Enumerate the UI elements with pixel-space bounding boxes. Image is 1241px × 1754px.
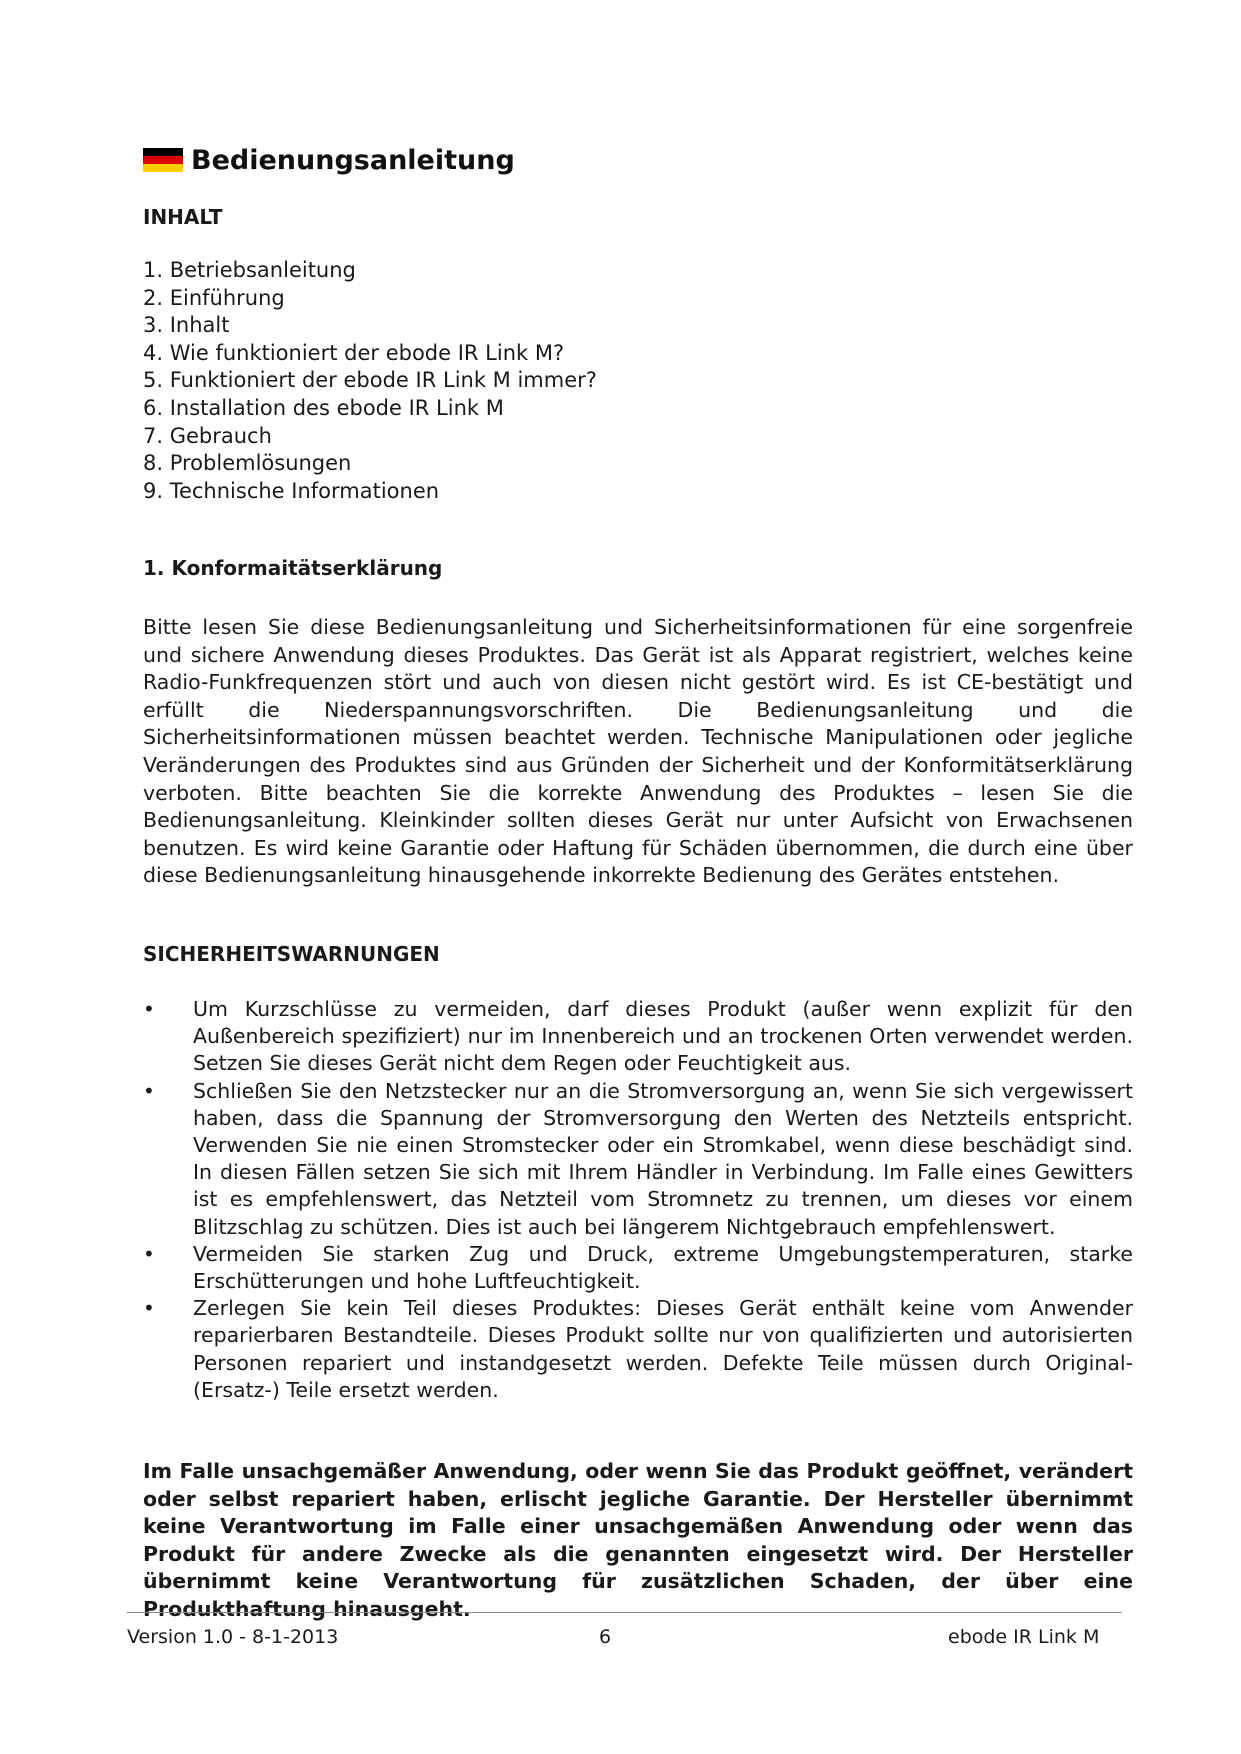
german-flag-icon bbox=[143, 148, 183, 172]
conformity-paragraph: Bitte lesen Sie diese Bedienungsanleitung und Sicherheitsinformationen für eine sorgenfreie und sichere Anwendung dieses Produktes. Das Gerät ist als Apparat registriert, welches keine Radio-Funkfrequenzen stört und auch von diesen nicht gestört wird. Es ist CE-bestätigt und erfüllt die Niederspannungsvorschriften. Die Bedienungsanleitung und die Sicherheitsinformationen müssen beachtet werden. Technische Manipulationen oder jegliche Veränderungen des Produktes sind aus Gründen der Sicherheit und der Konformitätserklärung verboten. Bitte beachten Sie die korrekte Anwendung des Produktes – lesen Sie die Bedienungsanleitung. Kleinkinder sollten dieses Gerät nur unter Aufsicht von Erwachsenen benutzen. Es wird keine Garantie oder Haftung für Schäden übernommen, die durch eine über diese Bedienungsanleitung hinausgehende inkorrekte Bedienung des Gerätes entstehen. bbox=[143, 615, 1133, 888]
safety-warnings-list bbox=[143, 996, 1133, 1404]
footer-product-name: ebode IR Link M bbox=[948, 1626, 1100, 1648]
contents-heading: INHALT bbox=[143, 205, 223, 229]
warning-text: Zerlegen Sie kein Teil dieses Produktes: Dieses Gerät enthält keine vom Anwender reparierbaren Bestandteile. Dieses Produkt sollte nur von qualifizierten und autorisierten Personen repariert und instandgesetzt werden. Defekte Teile müssen durch Original-(Ersatz-) Teile ersetzt werden. bbox=[193, 1296, 1133, 1402]
toc-item: 1. Betriebsanleitung bbox=[143, 258, 356, 282]
footer-version: Version 1.0 - 8-1-2013 bbox=[127, 1626, 339, 1648]
warning-text: Um Kurzschlüsse zu vermeiden, darf dieses Produkt (außer wenn explizit für den Außenbereich spezifiziert) nur im Innenbereich und an trockenen Orten verwendet werden. Setzen Sie dieses Gerät nicht dem Regen oder Feuchtigkeit aus. bbox=[193, 997, 1133, 1076]
footer-page-number: 6 bbox=[599, 1626, 612, 1648]
bullet-icon: • bbox=[143, 1078, 155, 1103]
warning-item bbox=[143, 1078, 1133, 1241]
warning-text: Schließen Sie den Netzstecker nur an die Stromversorgung an, wenn Sie sich vergewissert haben, dass die Spannung der Stromversorgung den Werten des Netzteils entspricht. Verwenden Sie nie einen Stromstecker oder ein Stromkabel, wenn diese beschädigt sind. In diesen Fällen setzen Sie sich mit Ihrem Händler in Verbindung. Im Falle eines Gewitters ist es empfehlenswert, das Netzteil vom Stromnetz zu trennen, um dieses vor einem Blitzschlag zu schützen. Dies ist auch bei längerem Nichtgebrauch empfehlenswert. bbox=[193, 1078, 1133, 1239]
warranty-notice: Im Falle unsachgemäßer Anwendung, oder wenn Sie das Produkt geöffnet, verändert oder selbst repariert haben, erlischt jegliche Garantie. Der Hersteller übernimmt keine Verantwortung im Falle einer unsachgemäßen Anwendung oder wenn das Produkt für andere Zwecke als die genannten eingesetzt wird. Der Hersteller übernimmt keine Verantwortung für zusätzlichen Schaden, der über eine Produkthaftung hinausgeht. bbox=[143, 1459, 1133, 1621]
warning-item bbox=[143, 1295, 1133, 1404]
bullet-icon: • bbox=[143, 1241, 155, 1266]
warning-text: Vermeiden Sie starken Zug und Druck, extreme Umgebungstemperaturen, starke Erschütterungen und hohe Luftfeuchtigkeit. bbox=[193, 1241, 1133, 1294]
warning-item bbox=[143, 996, 1133, 1078]
toc-item: 2. Einführung bbox=[143, 285, 285, 310]
title-row bbox=[143, 140, 515, 180]
warning-item bbox=[143, 1241, 1133, 1295]
table-of-contents bbox=[143, 257, 597, 505]
toc-item: 5. Funktioniert der ebode IR Link M immer? bbox=[143, 368, 597, 393]
toc-item: 3. Inhalt bbox=[143, 313, 230, 338]
flag-stripe-black bbox=[143, 148, 183, 156]
flag-stripe-gold bbox=[143, 164, 183, 172]
bullet-icon: • bbox=[143, 997, 155, 1021]
toc-item: 7. Gebrauch bbox=[143, 423, 272, 448]
toc-item: 9. Technische Informationen bbox=[143, 478, 440, 503]
page-title: Bedienungsanleitung bbox=[191, 144, 515, 176]
toc-item: 8. Problemlösungen bbox=[143, 451, 352, 476]
safety-warnings-heading: SICHERHEITSWARNUNGEN bbox=[143, 942, 440, 966]
section-heading-conformity: 1. Konformaitätserklärung bbox=[143, 556, 443, 580]
bullet-icon: • bbox=[143, 1296, 155, 1321]
flag-stripe-red bbox=[143, 156, 183, 164]
footer-divider bbox=[127, 1612, 1122, 1613]
toc-item: 4. Wie funktioniert der ebode IR Link M? bbox=[143, 340, 565, 365]
toc-item: 6. Installation des ebode IR Link M bbox=[143, 395, 504, 420]
